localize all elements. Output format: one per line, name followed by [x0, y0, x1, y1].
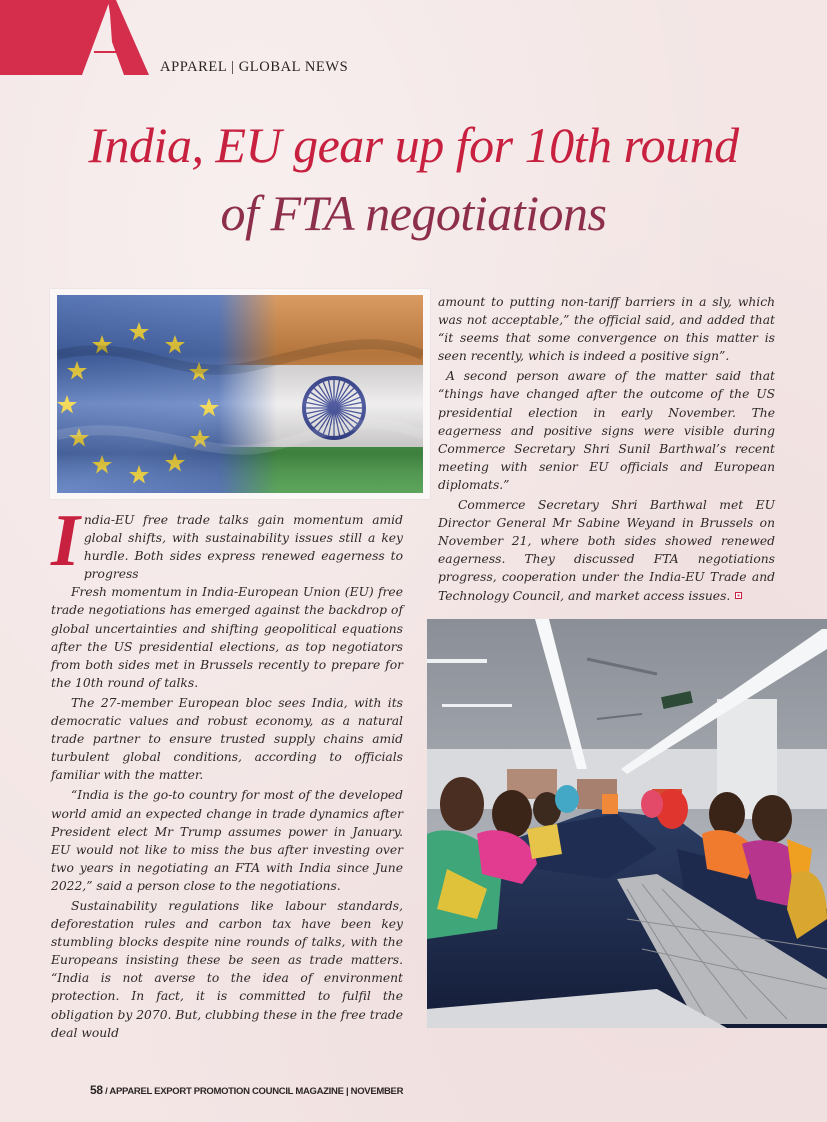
body-paragraph: “India is the go-to country for most of the developed world amid an expected change in trade dynamics after President elect Mr Trump assumes power in January. EU would not like to miss the bus after investing over two years in negotiating an FTA with India since June 2022,” said a person close to the negotiations. [51, 788, 403, 893]
final-paragraph-text: Commerce Secretary Shri Barthwal met EU Director General Mr Sabine Weyand in Brussels on November 21, where both sides showed renewed eagerness. They discussed FTA negotiations progress, cooperation under the India-EU Trade and Technology Council, and market access issues. [438, 498, 775, 603]
body-paragraph: A second person aware of the matter said that “things have changed after the outcome of the US presidential election in early November. The eagerness and positive signs were visible during Commerce Secretary Shri Sunil Barthwal’s recent meeting with senior EU officials and European diplomats.” [438, 369, 775, 492]
body-paragraph: amount to putting non-tariff barriers in a sly, which was not acceptable,” the official said, and added that “it seems that some convergence on this matter is seen recently, which is indeed a positive sign”. [438, 295, 775, 364]
body-paragraph: Sustainability regulations like labour standards, deforestation rules and carbon tax have been key stumbling blocks despite nine rounds of talks, with the Europeans insisting these be seen as trade matters. “India is not averse to the idea of environment protection. In fact, it is committed to fulfil the obligation by 2070. But, clubbing these in the free trade deal would [51, 898, 403, 1040]
lead-paragraph [51, 500, 403, 583]
flag-image-frame [50, 289, 430, 499]
publication-name: APPAREL EXPORT PROMOTION COUNCIL MAGAZINE | NOVEMBER [109, 1086, 404, 1097]
article-title-line-2: of FTA negotiations [220, 185, 607, 241]
body-paragraph-final [438, 496, 775, 605]
body-paragraph: The 27-member European bloc sees India, with its democratic values and robust economy, as a natural trade partner to ensure trusted supply chains amid turbulent global conditions, according to officials familiar with the matter. [51, 695, 403, 783]
eu-india-flags-image [57, 295, 423, 493]
end-of-article-icon [735, 592, 742, 599]
lead-text: ndia-EU free trade talks gain momentum amid global shifts, with sustainability issues still a key hurdle. Both sides express renewed eagerness to progress [83, 513, 403, 582]
section-logo-a [0, 0, 160, 80]
garment-factory-photo [427, 619, 827, 1028]
article-title-line-1: India, EU gear up for 10th round [88, 117, 739, 173]
page-footer [90, 1083, 403, 1097]
article-right-column [438, 293, 775, 605]
page-number: 58 [90, 1083, 103, 1097]
article-left-column [51, 500, 403, 1042]
body-paragraph: Fresh momentum in India-European Union (EU) free trade negotiations has emerged against the backdrop of global uncertainties and shifting geopolitical equations after the US presidential elections, as top negotiators from both sides met in Brussels recently to prepare for the 10th round of talks. [51, 585, 403, 690]
footer-separator: / [102, 1086, 110, 1097]
section-label: APPAREL | GLOBAL NEWS [160, 59, 349, 75]
drop-cap: I [51, 500, 80, 582]
